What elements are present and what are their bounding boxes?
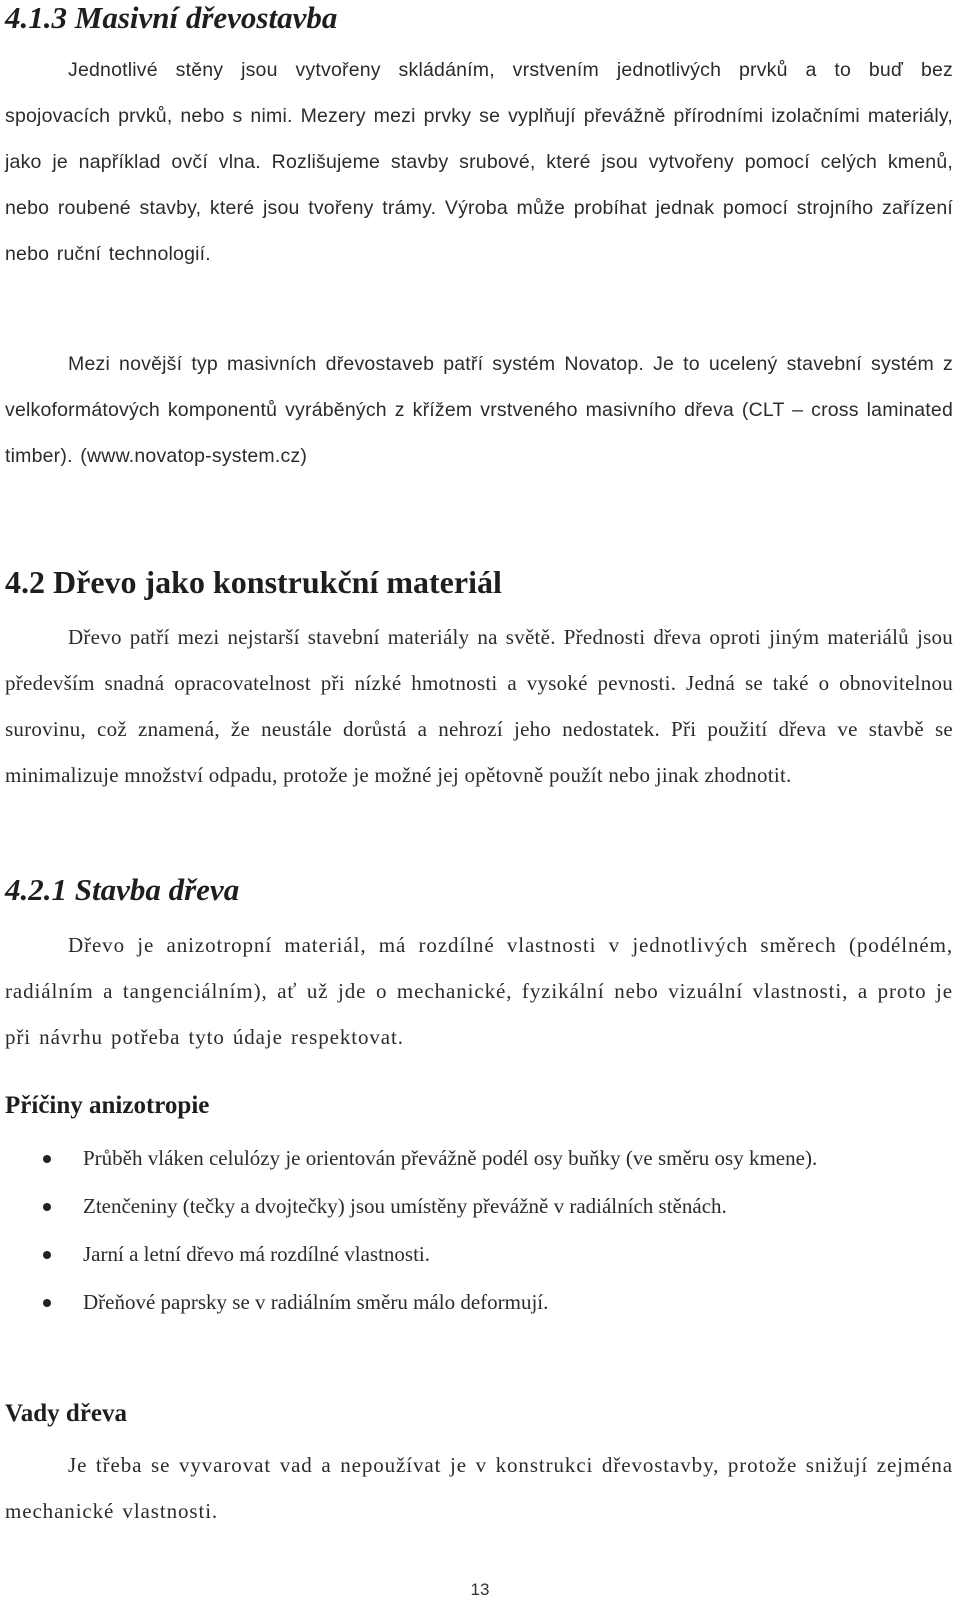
paragraph-vady-dreva: Je třeba se vyvarovat vad a nepoužívat je v konstrukci dřevostavby, protože snižují zejména mechanické vlastnosti. [5,1453,953,1523]
list-item: Průběh vláken celulózy je orientován převážně podél osy buňky (ve směru osy kmene). [0,1135,955,1181]
heading-4-1-3: 4.1.3 Masivní dřevostavba [5,0,338,35]
page-number: 13 [470,1580,490,1599]
paragraph-stavba-dreva: Dřevo je anizotropní materiál, má rozdílné vlastnosti v jednotlivých směrech (podélném, radiálním a tangenciálním), ať už jde o mechanické, fyzikální nebo vizuální vlastnosti, a proto je při návrhu potřeba tyto údaje respektovat. [5,933,953,1049]
heading-4-2-1: 4.2.1 Stavba dřeva [5,872,240,907]
bullet-icon [43,1203,51,1211]
bullet-icon [43,1155,51,1163]
heading-priciny-anizotropie: Příčiny anizotropie [5,1092,210,1119]
list-item: Ztenčeniny (tečky a dvojtečky) jsou umístěny převážně v radiálních stěnách. [0,1183,955,1229]
paragraph-drevo-material: Dřevo patří mezi nejstarší stavební materiály na světě. Přednosti dřeva oproti jiným materiálů jsou především snadná opracovatelnost při nízké hmotnosti a vysoké pevnosti. Jedná se také o obnovitelnou surovinu, což znamená, že neustále dorůstá a nehrozí jeho nedostatek. Při použití dřeva ve stavbě se minimalizuje množství odpadu, protože je možné jej opětovně použít nebo jinak zhodnotit. [5,625,953,787]
anisotropy-causes-list [0,1135,955,1327]
heading-4-2: 4.2 Dřevo jako konstrukční materiál [5,564,502,600]
paragraph-novatop: Mezi novější typ masivních dřevostaveb patří systém Novatop. Je to ucelený stavební systém z velkoformátových komponentů vyráběných z křížem vrstveného masivního dřeva (CLT – cross laminated timber). (www.novatop-system.cz) [5,353,953,467]
bullet-icon [43,1299,51,1307]
paragraph-masivni-drevostavba: Jednotlivé stěny jsou vytvořeny skládáním, vrstvením jednotlivých prvků a to buď bez spojovacích prvků, nebo s nimi. Mezery mezi prvky se vyplňují převážně přírodními izolačními materiály, jako je například ovčí vlna. Rozlišujeme stavby srubové, které jsou vytvořeny pomocí celých kmenů, nebo roubené stavby, které jsou tvořeny trámy. Výroba může probíhat jednak pomocí strojního zařízení nebo ruční technologií. [5,59,953,265]
list-item: Jarní a letní dřevo má rozdílné vlastnosti. [0,1231,955,1277]
heading-vady-dreva: Vady dřeva [5,1400,128,1427]
bullet-icon [43,1251,51,1259]
list-item: Dřeňové paprsky se v radiálním směru málo deformují. [0,1279,955,1325]
